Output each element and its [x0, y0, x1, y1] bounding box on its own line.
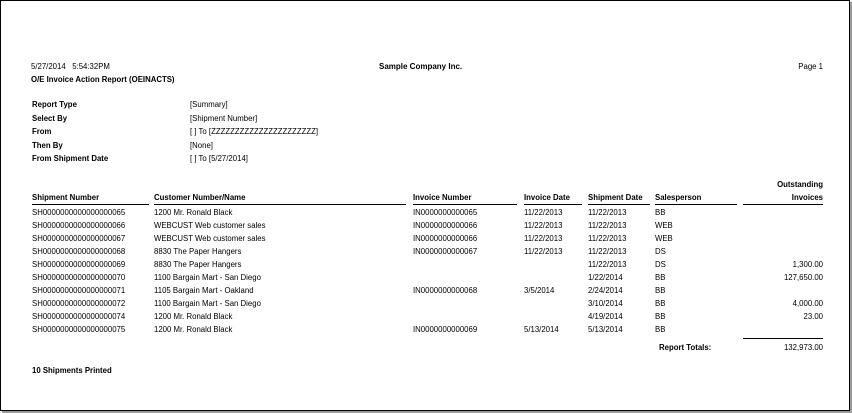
report-totals-value: 132,973.00 — [783, 343, 823, 352]
cell-customer: WEBCUST Web customer sales — [154, 234, 266, 243]
cell-outstanding: 23.00 — [803, 312, 823, 321]
cell-invoice: IN0000000000065 — [413, 208, 478, 217]
cell-shipment: SH0000000000000000071 — [32, 286, 126, 295]
totals-underline — [743, 338, 823, 339]
cell-invoice: IN0000000000066 — [413, 234, 478, 243]
cell-salesperson: BB — [655, 273, 666, 282]
cell-outstanding: 127,650.00 — [783, 273, 823, 282]
cell-shipment: SH0000000000000000075 — [32, 325, 126, 334]
underline-customer — [154, 204, 406, 205]
cell-invoice-date: 11/22/2013 — [524, 234, 563, 243]
criteria-label-then-by: Then By — [32, 141, 63, 150]
cell-customer: 1200 Mr. Ronald Black — [154, 312, 233, 321]
cell-salesperson: DS — [655, 247, 666, 256]
cell-ship-date: 5/13/2014 — [588, 325, 623, 334]
col-header-shipment-date: Shipment Date — [588, 193, 643, 202]
criteria-label-report-type: Report Type — [32, 100, 77, 109]
cell-salesperson: WEB — [655, 234, 673, 243]
cell-ship-date: 11/22/2013 — [588, 260, 627, 269]
report-totals-label: Report Totals: — [659, 343, 712, 352]
cell-ship-date: 11/22/2013 — [588, 234, 627, 243]
report-title: O/E Invoice Action Report (OEINACTS) — [31, 75, 175, 84]
cell-invoice: IN0000000000069 — [413, 325, 478, 334]
cell-shipment: SH0000000000000000066 — [32, 221, 126, 230]
print-time: 5:54:32PM — [72, 62, 110, 71]
cell-shipment: SH0000000000000000074 — [32, 312, 126, 321]
cell-shipment: SH0000000000000000067 — [32, 234, 126, 243]
cell-customer: 1200 Mr. Ronald Black — [154, 208, 233, 217]
underline-shipment-number — [32, 204, 149, 205]
underline-outstanding — [743, 204, 823, 205]
cell-shipment: SH0000000000000000065 — [32, 208, 126, 217]
cell-customer: 8830 The Paper Hangers — [154, 247, 242, 256]
page-number: Page 1 — [798, 62, 823, 71]
criteria-label-select-by: Select By — [32, 114, 68, 123]
cell-ship-date: 3/10/2014 — [588, 299, 623, 308]
criteria-value-then-by: [None] — [190, 141, 213, 150]
cell-outstanding: 1,300.00 — [792, 260, 823, 269]
cell-invoice-date: 11/22/2013 — [524, 221, 563, 230]
cell-invoice: IN0000000000068 — [413, 286, 478, 295]
underline-salesperson — [655, 204, 737, 205]
criteria-label-from: From — [32, 127, 52, 136]
cell-shipment: SH0000000000000000070 — [32, 273, 126, 282]
cell-shipment: SH0000000000000000069 — [32, 260, 126, 269]
cell-outstanding: 4,000.00 — [792, 299, 823, 308]
col-header-salesperson: Salesperson — [655, 193, 702, 202]
cell-customer: 1100 Bargain Mart - San Diego — [154, 299, 261, 308]
cell-ship-date: 1/22/2014 — [588, 273, 623, 282]
cell-invoice-date: 11/22/2013 — [524, 208, 563, 217]
cell-salesperson: BB — [655, 286, 666, 295]
shipments-printed: 10 Shipments Printed — [32, 366, 112, 375]
criteria-value-from-shipment-date: [ ] To [5/27/2014] — [190, 154, 248, 163]
cell-customer: 1105 Bargain Mart - Oakland — [154, 286, 254, 295]
cell-invoice-date: 11/22/2013 — [524, 247, 563, 256]
cell-customer: 8830 The Paper Hangers — [154, 260, 242, 269]
col-header-invoice-number: Invoice Number — [413, 193, 472, 202]
cell-salesperson: BB — [655, 312, 666, 321]
cell-ship-date: 4/19/2014 — [588, 312, 623, 321]
col-header-shipment-number: Shipment Number — [32, 193, 100, 202]
company-name: Sample Company Inc. — [379, 62, 463, 71]
cell-ship-date: 11/22/2013 — [588, 221, 627, 230]
cell-customer: 1100 Bargain Mart - San Diego — [154, 273, 261, 282]
criteria-value-from: [ ] To [ZZZZZZZZZZZZZZZZZZZZZZ] — [190, 127, 319, 136]
cell-customer: 1200 Mr. Ronald Black — [154, 325, 233, 334]
cell-customer: WEBCUST Web customer sales — [154, 221, 266, 230]
criteria-value-report-type: [Summary] — [190, 100, 228, 109]
cell-salesperson: BB — [655, 325, 666, 334]
cell-salesperson: BB — [655, 208, 666, 217]
col-header-invoice-date: Invoice Date — [524, 193, 570, 202]
cell-invoice-date: 5/13/2014 — [524, 325, 559, 334]
cell-shipment: SH0000000000000000068 — [32, 247, 126, 256]
cell-invoice: IN0000000000066 — [413, 221, 478, 230]
col-header-customer: Customer Number/Name — [154, 193, 246, 202]
cell-invoice-date: 3/5/2014 — [524, 286, 555, 295]
print-date: 5/27/2014 — [31, 62, 66, 71]
underline-invoice-date — [524, 204, 582, 205]
cell-invoice: IN0000000000067 — [413, 247, 478, 256]
print-datetime — [31, 62, 110, 72]
col-header-outstanding: Outstanding — [777, 180, 823, 189]
cell-ship-date: 2/24/2014 — [588, 286, 623, 295]
underline-shipment-date — [588, 204, 650, 205]
cell-shipment: SH0000000000000000072 — [32, 299, 126, 308]
underline-invoice-number — [413, 204, 517, 205]
cell-salesperson: BB — [655, 299, 666, 308]
col-header-invoices: Invoices — [791, 193, 823, 202]
criteria-label-from-shipment-date: From Shipment Date — [32, 154, 109, 163]
cell-ship-date: 11/22/2013 — [588, 247, 627, 256]
cell-salesperson: WEB — [655, 221, 673, 230]
criteria-value-select-by: [Shipment Number] — [190, 114, 258, 123]
cell-ship-date: 11/22/2013 — [588, 208, 627, 217]
cell-salesperson: DS — [655, 260, 666, 269]
